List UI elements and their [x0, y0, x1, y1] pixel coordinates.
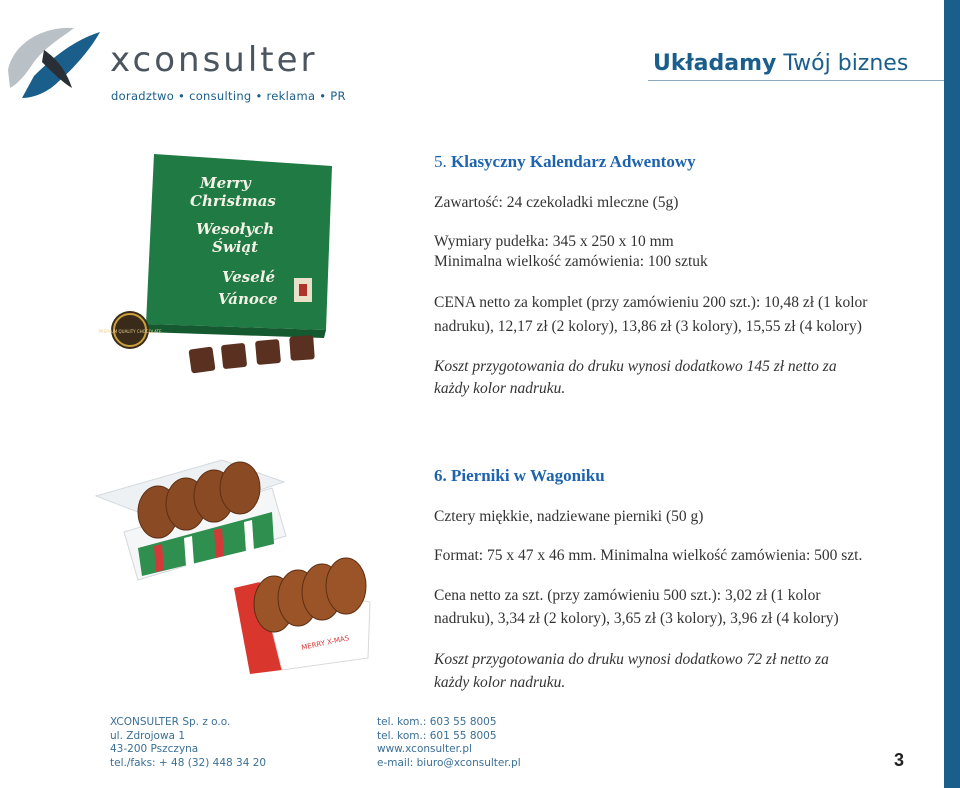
badge-text: PREMIUM QUALITY CHOCOLATE	[98, 329, 162, 334]
footer-street: ul. Zdrojowa 1	[110, 729, 185, 742]
footer-city: 43-200 Pszczyna	[110, 743, 199, 755]
footer-contact	[377, 716, 521, 770]
footer-mobile2: tel. kom.: 601 55 8005	[377, 729, 497, 742]
product6-price-line1: Cena netto za szt. (przy zamówieniu 500 szt.): 3,02 zł (1 kolor	[434, 587, 821, 604]
calendar-text-2: Christmas	[190, 192, 276, 210]
product6-format: Format: 75 x 47 x 46 mm. Minimalna wielkość zamówienia: 500 szt.	[434, 547, 863, 564]
product5-note-line1: Koszt przygotowania do druku wynosi dodatkowo 145 zł netto za	[434, 358, 837, 375]
footer-company: XCONSULTER Sp. z o.o.	[110, 716, 231, 728]
footer-address	[110, 716, 266, 770]
product5-title	[434, 152, 696, 172]
product5-dimensions: Wymiary pudełka: 345 x 250 x 10 mm	[434, 233, 674, 250]
slogan-rest: Twój biznes	[776, 51, 909, 76]
footer-web-link[interactable]: www.xconsulter.pl	[377, 743, 472, 755]
product5-note-line2: każdy kolor nadruku.	[434, 380, 566, 397]
product5-content: Zawartość: 24 czekoladki mleczne (5g)	[434, 194, 679, 211]
calendar-text-1: Merry	[200, 174, 251, 192]
page-number: 3	[894, 750, 905, 770]
calendar-text-6: Vánoce	[218, 290, 278, 308]
brand-tagline: doradztwo • consulting • reklama • PR	[111, 89, 346, 103]
header-divider	[648, 80, 944, 81]
footer-email-link[interactable]: e-mail: biuro@xconsulter.pl	[377, 756, 521, 769]
product5-min-order: Minimalna wielkość zamówienia: 100 sztuk	[434, 253, 708, 270]
calendar-text-4: Świąt	[212, 238, 259, 256]
product6-price-line2: nadruku), 3,34 zł (2 kolory), 3,65 zł (3 kolory), 3,96 zł (4 kolory)	[434, 610, 839, 627]
product6-note-line1: Koszt przygotowania do druku wynosi dodatkowo 72 zł netto za	[434, 651, 829, 668]
box-text: MERRY X-MAS	[300, 634, 350, 652]
slogan-bold: Układamy	[653, 51, 777, 76]
calendar-text-5: Veselé	[222, 268, 276, 286]
product5-price-line2: nadruku), 12,17 zł (2 kolory), 13,86 zł (3 kolory), 15,55 zł (4 kolory)	[434, 318, 862, 335]
chocolate-pieces	[188, 335, 314, 373]
footer-mobile1: tel. kom.: 603 55 8005	[377, 716, 497, 728]
product5-number: 5.	[434, 152, 447, 171]
xconsulter-logo-icon	[4, 22, 104, 102]
advent-calendar-image	[98, 152, 340, 382]
product6-note-line2: każdy kolor nadruku.	[434, 674, 566, 691]
product6-name: Pierniki w Wagoniku	[446, 466, 605, 485]
footer-phone: tel./faks: + 48 (32) 448 34 20	[110, 756, 267, 769]
product6-number: 6.	[434, 466, 447, 485]
brand-name: xconsulter	[110, 40, 318, 80]
product6-content: Cztery miękkie, nadziewane pierniki (50 g)	[434, 508, 704, 525]
gingerbread-wagon-image	[94, 452, 380, 678]
product6-title	[434, 466, 605, 486]
product5-price-line1: CENA netto za komplet (przy zamówieniu 200 szt.): 10,48 zł (1 kolor	[434, 294, 868, 311]
calendar-text-3: Wesołych	[196, 220, 275, 238]
slogan	[653, 51, 908, 76]
right-edge-bar	[944, 0, 960, 788]
product5-name: Klasyczny Kalendarz Adwentowy	[446, 152, 696, 171]
